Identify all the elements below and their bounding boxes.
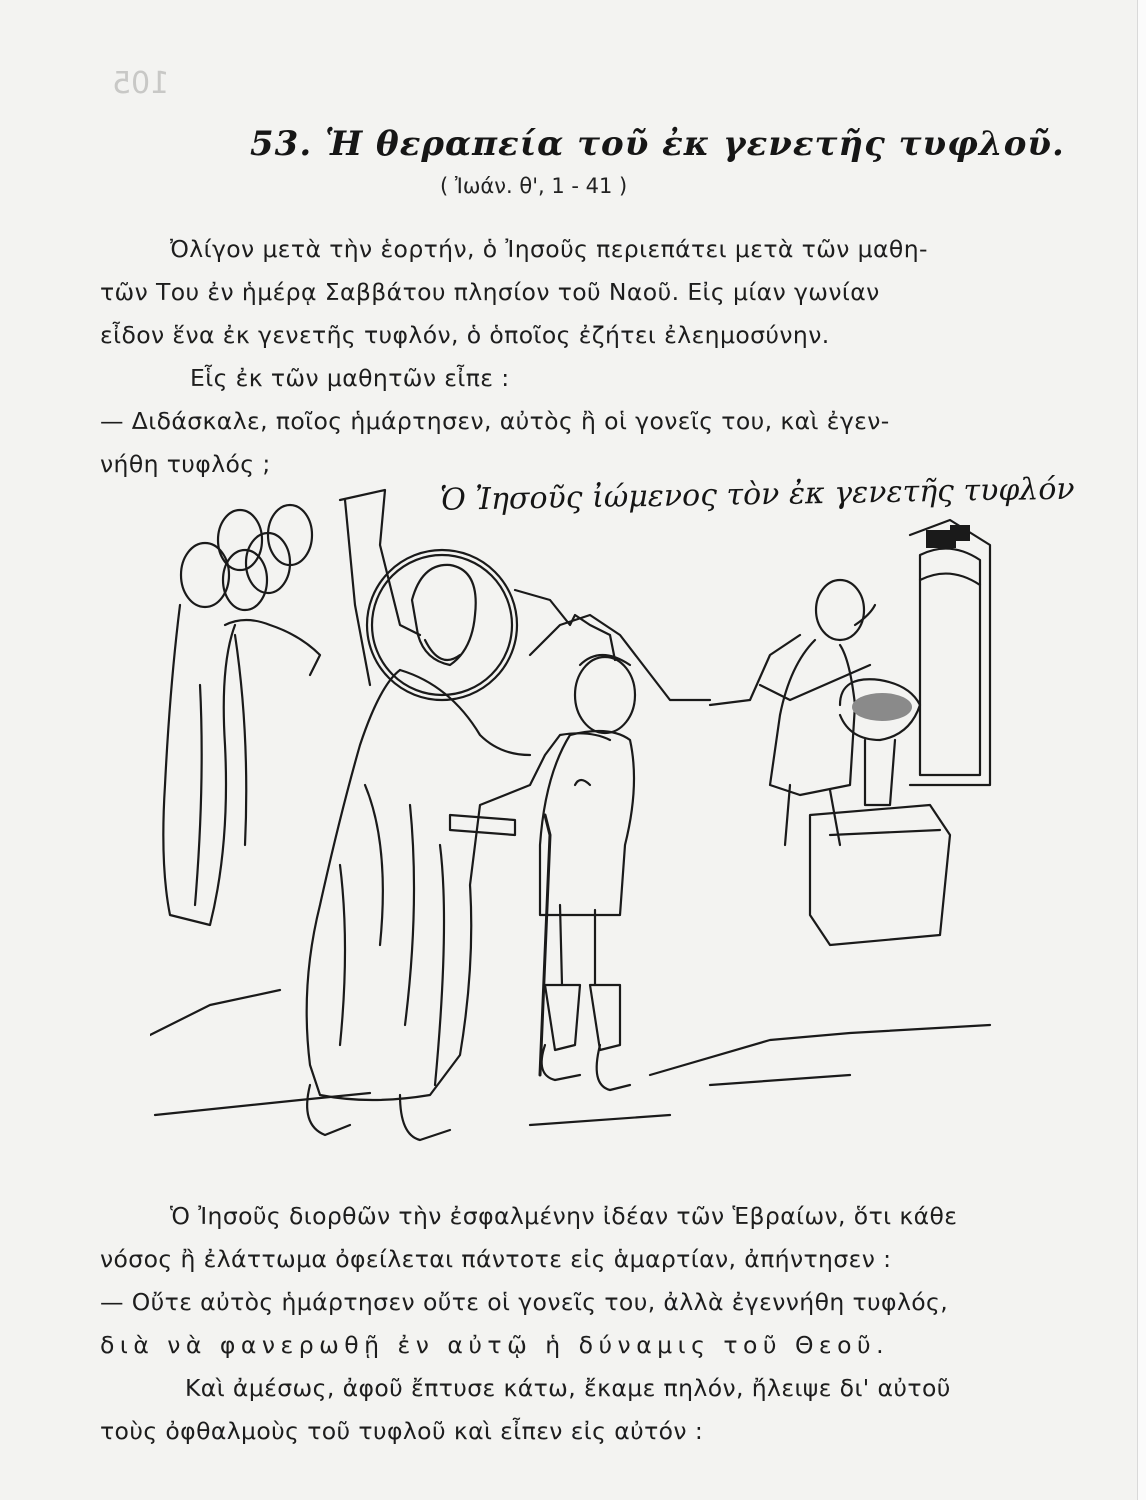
page-edge bbox=[1137, 0, 1146, 1500]
paragraph-1 bbox=[100, 228, 990, 486]
healing-illustration bbox=[150, 485, 1000, 1175]
text-line: Ὁ Ἰησοῦς διορθῶν τὴν ἐσφαλμένην ἰδέαν τῶν Ἑβραίων, ὅτι κάθε bbox=[170, 1202, 958, 1230]
illustration-caption: Ὁ Ἰησοῦς ἰώμενος τὸν ἐκ γενετῆς τυφλόν bbox=[439, 471, 1075, 518]
text-line: τῶν Του ἐν ἡμέρᾳ Σαββάτου πλησίον τοῦ Ναοῦ. Εἰς μίαν γωνίαν bbox=[100, 278, 880, 306]
text-line: νόσος ἢ ἐλάττωμα ὀφείλεται πάντοτε εἰς ἁμαρτίαν, ἀπήντησεν : bbox=[100, 1245, 892, 1273]
text-line: Εἷς ἐκ τῶν μαθητῶν εἶπε : bbox=[190, 364, 510, 392]
paragraph-2 bbox=[100, 1195, 990, 1453]
text-line: — Διδάσκαλε, ποῖος ἡμάρτησεν, αὐτὸς ἢ οἱ γονεῖς του, καὶ ἐγεν- bbox=[100, 407, 890, 435]
text-line: νήθη τυφλός ; bbox=[100, 450, 271, 478]
scripture-reference: ( Ἰωάν. θ', 1 - 41 ) bbox=[440, 174, 628, 198]
section-title: 53. Ἡ θεραπεία τοῦ ἐκ γενετῆς τυφλοῦ. bbox=[250, 124, 1065, 164]
text-line: — Οὔτε αὐτὸς ἡμάρτησεν οὔτε οἱ γονεῖς του, ἀλλὰ ἐγεννήθη τυφλός, bbox=[100, 1288, 949, 1316]
text-line: εἶδον ἕνα ἐκ γενετῆς τυφλόν, ὁ ὁποῖος ἐζήτει ἐλεημοσύνην. bbox=[100, 321, 830, 349]
text-line: Ὀλίγον μετὰ τὴν ἑορτήν, ὁ Ἰησοῦς περιεπάτει μετὰ τῶν μαθη- bbox=[170, 235, 928, 263]
text-line: διὰ νὰ φανερωθῇ ἐν αὐτῷ ἡ δύναμις τοῦ Θεοῦ. bbox=[100, 1331, 890, 1359]
text-line: τοὺς ὀφθαλμοὺς τοῦ τυφλοῦ καὶ εἶπεν εἰς αὐτόν : bbox=[100, 1417, 704, 1445]
text-line: Καὶ ἀμέσως, ἀφοῦ ἔπτυσε κάτω, ἔκαμε πηλόν, ἤλειψε δι' αὐτοῦ bbox=[185, 1374, 951, 1402]
page-number: 105 bbox=[112, 66, 170, 101]
